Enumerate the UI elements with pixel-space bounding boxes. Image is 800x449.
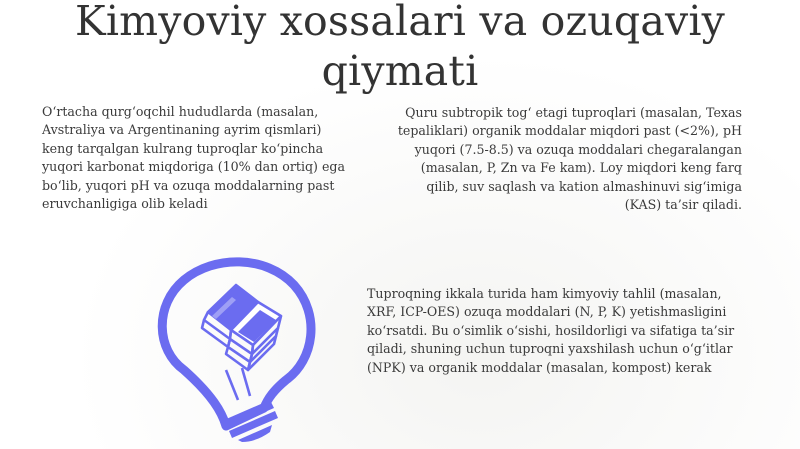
bottom-paragraph: Tuproqning ikkala turida ham kimyoviy tahlil (masalan, XRF, ICP-OES) ozuqa moddalari (N, P, K) yetishmasligini ko‘rsatdi. Bu o‘simlik o‘sishi, hosildorligi va sifatiga ta’sir qiladi, shuning uchun tuproqni yaxshilash uchun o‘g‘itlar (NPK) va organik moddalar (masalan, kompost) kerak [367, 286, 735, 375]
lightbulb-book-icon [146, 250, 336, 442]
right-paragraph: Quru subtropik tog‘ etagi tuproqlari (masalan, Texas tepaliklari) organik moddalar miqdori past (<2%), pH yuqori (7.5-8.5) va ozuqa moddalari chegaralangan (masalan, P, Zn va Fe kam). Loy miqdori keng farq qilib, suv saqlash va kation almashinuvi sig‘imiga (KAS) ta’sir qiladi. [397, 105, 742, 213]
slide-title: Kimyoviy xossalari va ozuqaviy qiymati [74, 0, 726, 95]
left-paragraph: O‘rtacha qurg‘oqchil hududlarda (masalan, Avstraliya va Argentinaning ayrim qismlari) keng tarqalgan kulrang tuproqlar ko‘pincha yuqori karbonat miqdoriga (10% dan ortiq) ega bo‘lib, yuqori pH va ozuqa moddalarning past eruvchanligiga olib keladi [42, 104, 345, 212]
